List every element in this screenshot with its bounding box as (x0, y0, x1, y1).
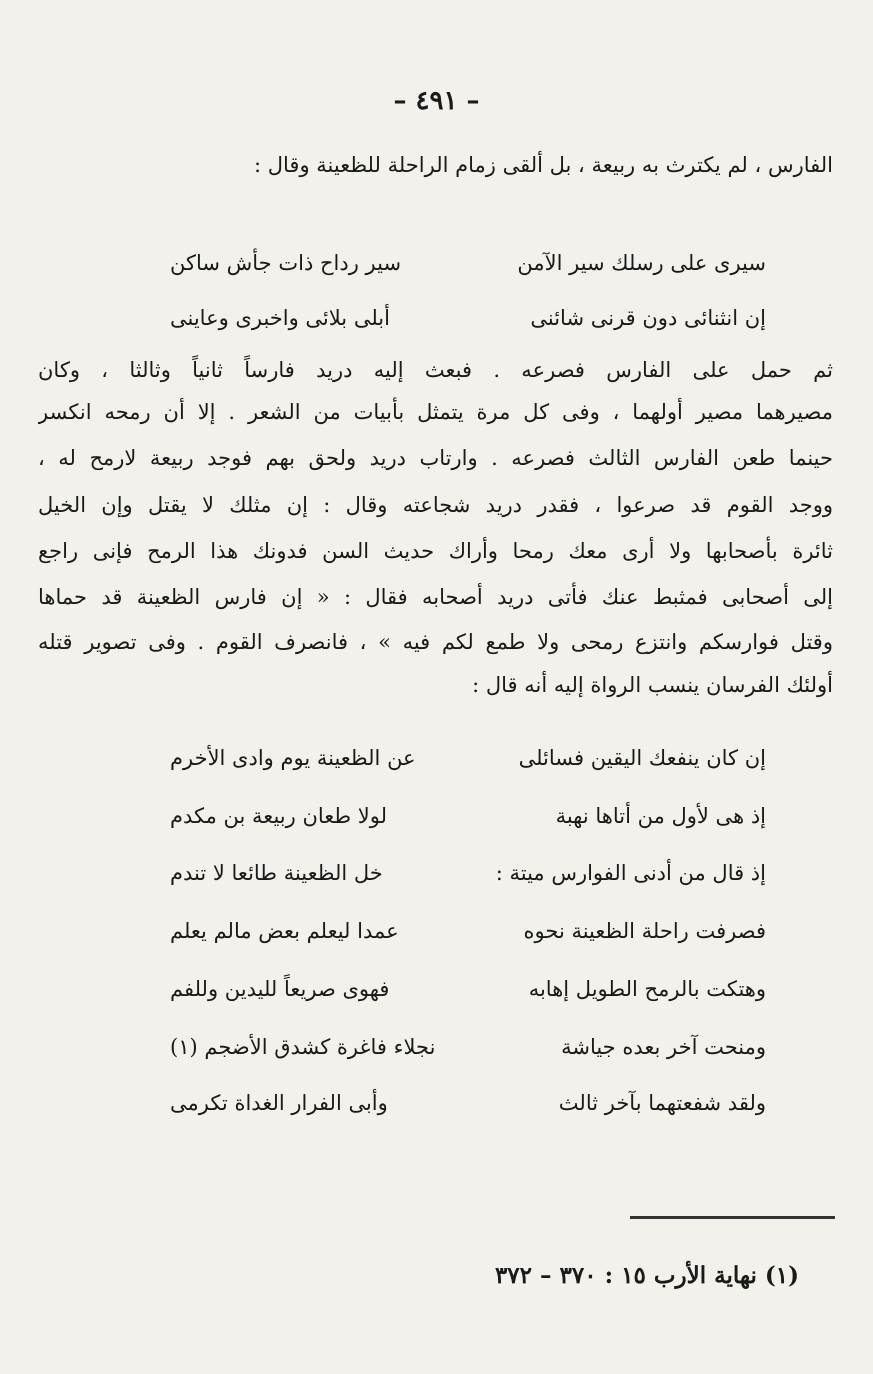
verse (170, 1083, 766, 1123)
verse (170, 1027, 766, 1067)
paragraph-line: ثم حمل على الفارس فصرعه . فبعث إليه دريد فارساً ثانياً وثالثا ، وكان (38, 358, 833, 382)
verse-first-hemistich: فصرفت راحلة الظعينة نحوه (523, 919, 766, 943)
verse-second-hemistich: أبلى بلائى واخبرى وعاينى (170, 306, 390, 330)
verse (170, 853, 766, 893)
verse-first-hemistich: إن انثنائى دون قرنى شائنى (530, 306, 766, 330)
paragraph-line: وقتل فوارسكم وانتزع رمحى ولا طمع لكم فيه » ، فانصرف القوم . وفى تصوير قتله (38, 630, 833, 654)
verse (170, 796, 766, 836)
verse (170, 298, 766, 338)
verse (170, 969, 766, 1009)
verse-first-hemistich: ولقد شفعتهما بآخر ثالث (558, 1091, 766, 1115)
verse-second-hemistich: فهوى صريعاً لليدين وللفم (170, 977, 390, 1001)
verse-first-hemistich: ومنحت آخر بعده جياشة (561, 1035, 766, 1059)
footnote: (١) نهاية الأرب ١٥ : ٣٧٠ – ٣٧٢ (494, 1262, 799, 1289)
verse-second-hemistich: عن الظعينة يوم وادى الأخرم (170, 746, 416, 770)
verse-first-hemistich: وهتكت بالرمح الطويل إهابه (528, 977, 766, 1001)
paragraph-line: أولئك الفرسان ينسب الرواة إليه أنه قال : (472, 673, 833, 697)
verse (170, 911, 766, 951)
paragraph-line: إلى أصحابى فمثبط عنك فأتى دريد أصحابه فقال : « إن فارس الظعينة قد حماها (38, 585, 833, 609)
verse-first-hemistich: إن كان ينفعك اليقين فسائلى (518, 746, 766, 770)
verse-first-hemistich: إذ هى لأول من أتاها نهبة (555, 804, 766, 828)
footnote-separator (630, 1216, 835, 1219)
verse-second-hemistich: وأبى الفرار الغداة تكرمى (170, 1091, 388, 1115)
paragraph-line: مصيرهما مصير أولهما ، وفى كل مرة يتمثل بأبيات من الشعر . إلا أن رمحه انكسر (38, 400, 833, 424)
paragraph-line: حينما طعن الفارس الثالث فصرعه . وارتاب دريد ولحق بهم فوجد ربيعة لارمح له ، (38, 446, 833, 470)
verse (170, 738, 766, 778)
paragraph-line: ووجد القوم قد صرعوا ، فقدر دريد شجاعته وقال : إن مثلك لا يقتل وإن الخيل (38, 493, 833, 517)
verse-second-hemistich: عمدا ليعلم بعض مالم يعلم (170, 919, 399, 943)
verse-first-hemistich: إذ قال من أدنى الفوارس ميتة : (495, 861, 766, 885)
verse (170, 243, 766, 283)
verse-first-hemistich: سيرى على رسلك سير الآمن (517, 251, 766, 275)
verse-second-hemistich: سير رداح ذات جأش ساكن (170, 251, 402, 275)
verse-second-hemistich: لولا طعان ربيعة بن مكدم (170, 804, 388, 828)
verse-second-hemistich: خل الظعينة طائعا لا تندم (170, 861, 383, 885)
verse-second-hemistich: نجلاء فاغرة كشدق الأضجم (١) (170, 1035, 436, 1059)
page-number: – ٤٩١ – (393, 86, 480, 116)
paragraph-line: ثائرة بأصحابها ولا أرى معك رمحا وأراك حديث السن فدونك هذا الرمح فإنى راجع (38, 539, 833, 563)
intro-line: الفارس ، لم يكترث به ربيعة ، بل ألقى زمام الراحلة للظعينة وقال : (254, 153, 833, 177)
